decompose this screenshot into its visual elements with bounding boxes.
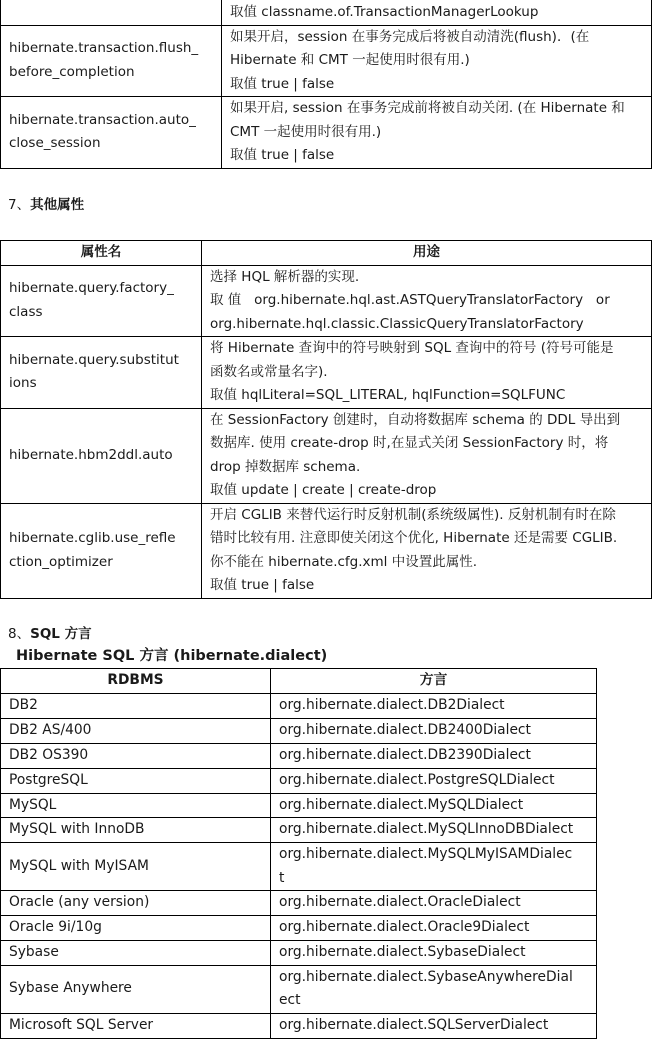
dialect-cell: org.hibernate.dialect.SybaseDialect: [271, 940, 597, 965]
table-row: [1, 916, 597, 941]
section-number: 7、: [8, 197, 31, 213]
rdbms-cell: MySQL with InnoDB: [1, 818, 271, 843]
section-heading-8: [8, 622, 92, 642]
table-row: [1, 768, 597, 793]
section-subtitle: Hibernate SQL 方言 (hibernate.dialect): [16, 648, 328, 664]
property-name-line: class: [9, 303, 43, 320]
property-name-line: hibernate.transaction.flush_: [9, 40, 199, 57]
dialect-cell: org.hibernate.dialect.Oracle9Dialect: [271, 916, 597, 941]
rdbms-cell: Sybase Anywhere: [1, 965, 271, 1013]
table-header-row: [1, 669, 597, 694]
dialect-cell: org.hibernate.dialect.MySQLInnoDBDialect: [271, 818, 597, 843]
rdbms-cell: Microsoft SQL Server: [1, 1013, 271, 1038]
property-desc-cell: [222, 25, 652, 97]
property-name-cell: [1, 503, 202, 598]
column-header-dialect: 方言: [271, 669, 597, 694]
desc-line: 如果开启，session 在事务完成后将被自动清洗(flush)．(在: [230, 28, 590, 45]
desc-line: CMT 一起使用时很有用.): [230, 123, 382, 140]
rdbms-cell: PostgreSQL: [1, 768, 271, 793]
dialect-cell: org.hibernate.dialect.PostgreSQLDialect: [271, 768, 597, 793]
column-header-usage: 用途: [202, 241, 652, 266]
table-row: [1, 843, 597, 891]
table-row: [1, 965, 597, 1013]
table-row: [1, 891, 597, 916]
property-name-line: before_completion: [9, 63, 135, 80]
desc-line: 取值 hqlLiteral=SQL_LITERAL, hqlFunction=SQLFUNC: [210, 387, 566, 403]
column-header-rdbms: RDBMS: [1, 669, 271, 694]
desc-line: drop 掉数据库 schema.: [210, 458, 361, 475]
property-name-line: hibernate.transaction.auto_: [9, 111, 196, 128]
desc-line: Hibernate 和 CMT 一起使用时很有用.): [230, 52, 470, 68]
section-number: 8、: [8, 626, 31, 642]
desc-line: 选择 HQL 解析器的实现.: [210, 268, 360, 285]
table-row: [1, 1013, 597, 1038]
dialect-cell: org.hibernate.dialect.DB2Dialect: [271, 694, 597, 719]
property-desc-cell: [202, 503, 652, 598]
property-name-line: hibernate.hbm2ddl.auto: [9, 446, 173, 463]
desc-line: 取值 true | false: [230, 75, 335, 92]
table-row: [1, 97, 652, 169]
section-title: SQL 方言: [30, 626, 92, 642]
dialect-line: org.hibernate.dialect.SybaseAnywhereDial: [279, 968, 573, 985]
table-row: [1, 818, 597, 843]
desc-line: 取值 true | false: [230, 147, 335, 163]
desc-line: 取值 true | false: [210, 577, 315, 593]
property-desc-cell: [222, 97, 652, 169]
table-row: [1, 265, 652, 337]
dialect-cell: org.hibernate.dialect.DB2400Dialect: [271, 718, 597, 743]
dialect-cell: org.hibernate.dialect.OracleDialect: [271, 891, 597, 916]
property-desc-cell: [202, 337, 652, 409]
dialect-cell: org.hibernate.dialect.DB2390Dialect: [271, 743, 597, 768]
table-row: [1, 718, 597, 743]
property-desc-cell: [202, 408, 652, 503]
property-name-line: ions: [9, 375, 37, 392]
rdbms-cell: Oracle 9i/10g: [1, 916, 271, 941]
property-desc-cell: [222, 0, 652, 25]
dialect-cell: org.hibernate.dialect.SQLServerDialect: [271, 1013, 597, 1038]
section-title: 其他属性: [30, 197, 85, 213]
section-heading-7: [8, 193, 84, 213]
desc-line: 函数名或常量名字).: [210, 363, 328, 380]
property-name-line: ction_optimizer: [9, 553, 113, 570]
table-row: [1, 694, 597, 719]
rdbms-cell: DB2: [1, 694, 271, 719]
property-name-cell: [1, 265, 202, 337]
table-row: [1, 793, 597, 818]
table-row: [1, 743, 597, 768]
table-row: [1, 0, 652, 25]
table-row: [1, 25, 652, 97]
rdbms-cell: DB2 AS/400: [1, 718, 271, 743]
column-header-name: 属性名: [1, 241, 202, 266]
property-name-line: hibernate.query.substitut: [9, 351, 179, 368]
desc-line: 错时比较有用. 注意即使关闭这个优化, Hibernate 还是需要 CGLIB.: [210, 530, 618, 546]
desc-line: 开启 CGLIB 来替代运行时反射机制(系统级属性). 反射机制有时在除: [210, 506, 616, 523]
desc-line: 取 值 org.hibernate.hql.ast.ASTQueryTranslatorFactory or: [210, 292, 610, 308]
dialect-line: org.hibernate.dialect.MySQLMyISAMDialec: [279, 846, 573, 862]
property-name-line: hibernate.cglib.use_refle: [9, 530, 176, 546]
rdbms-cell: MySQL with MyISAM: [1, 843, 271, 891]
desc-line: 取值 classname.of.TransactionManagerLookup: [230, 3, 539, 20]
desc-line: 将 Hibernate 查询中的符号映射到 SQL 查询中的符号 (符号可能是: [210, 340, 614, 356]
sql-dialect-table: [0, 668, 597, 1039]
dialect-line: t: [279, 869, 285, 886]
desc-line: 取值 update | create | create-drop: [210, 482, 437, 498]
rdbms-cell: DB2 OS390: [1, 743, 271, 768]
property-desc-cell: [202, 265, 652, 337]
table-row: [1, 408, 652, 503]
table-row: [1, 940, 597, 965]
desc-line: 如果开启, session 在事务完成前将被自动关闭. (在 Hibernate 和: [230, 100, 625, 116]
desc-line: 你不能在 hibernate.cfg.xml 中设置此属性.: [210, 553, 478, 570]
table-row: [1, 337, 652, 409]
table-header-row: [1, 241, 652, 266]
desc-line: org.hibernate.hql.classic.ClassicQueryTranslatorFactory: [210, 315, 584, 332]
transaction-properties-table: [0, 0, 652, 169]
rdbms-cell: Oracle (any version): [1, 891, 271, 916]
property-name-cell: [1, 337, 202, 409]
property-name-cell: [1, 0, 222, 25]
dialect-cell: [271, 965, 597, 1013]
property-name-cell: [1, 408, 202, 503]
rdbms-cell: MySQL: [1, 793, 271, 818]
desc-line: 在 SessionFactory 创建时，自动将数据库 schema 的 DDL 导出到: [210, 411, 621, 428]
property-name-line: hibernate.query.factory_: [9, 280, 174, 297]
desc-line: 数据库. 使用 create-drop 时,在显式关闭 SessionFactory 时，将: [210, 435, 609, 451]
rdbms-cell: Sybase: [1, 940, 271, 965]
property-name-cell: [1, 25, 222, 97]
dialect-cell: org.hibernate.dialect.MySQLDialect: [271, 793, 597, 818]
other-properties-table: [0, 240, 652, 599]
property-name-line: close_session: [9, 135, 101, 152]
table-row: [1, 503, 652, 598]
property-name-cell: [1, 97, 222, 169]
dialect-line: ect: [279, 992, 301, 1008]
dialect-cell: [271, 843, 597, 891]
